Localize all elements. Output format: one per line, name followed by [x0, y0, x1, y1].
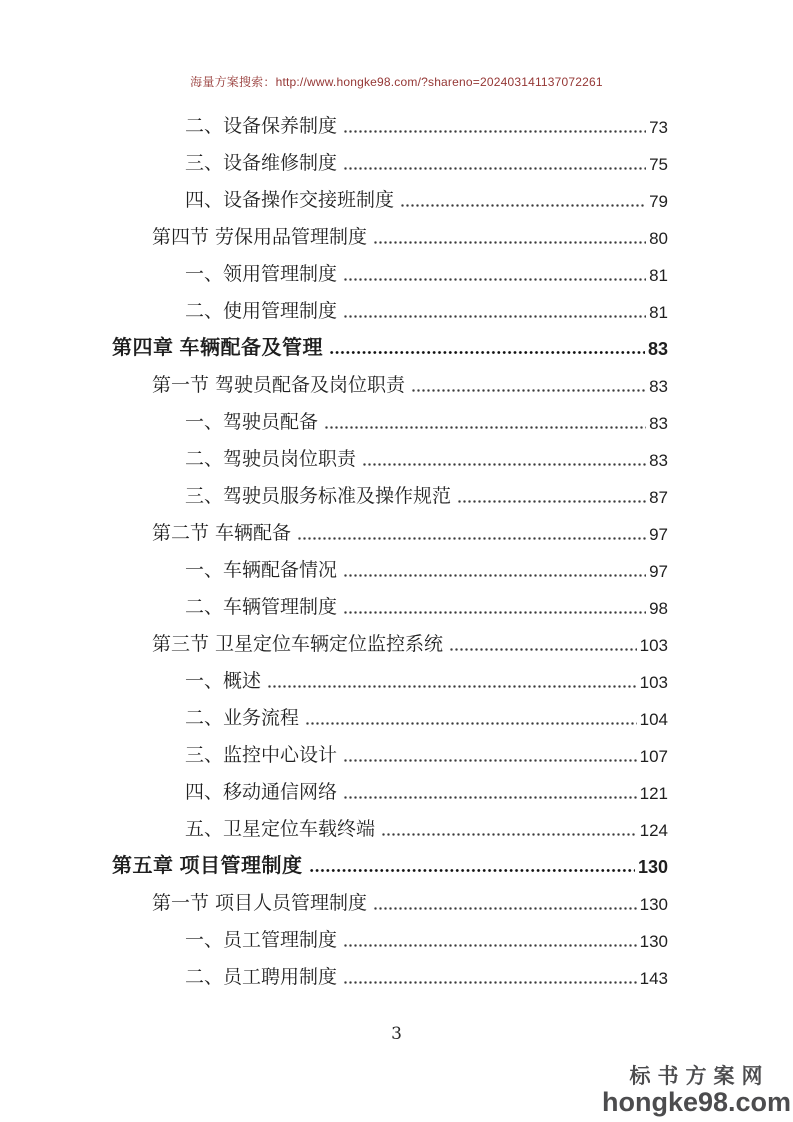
toc-entry[interactable]	[112, 106, 668, 143]
toc-entry-title: 第四节 劳保用品管理制度	[152, 226, 368, 249]
dot-leader	[343, 795, 637, 800]
dot-leader	[343, 166, 646, 171]
page-number: 3	[391, 1024, 402, 1044]
toc-entry[interactable]	[112, 476, 668, 513]
dot-leader	[362, 462, 646, 467]
dot-leader	[267, 684, 637, 689]
header-search-link[interactable]: 海量方案搜索：http://www.hongke98.com/?shareno=202403141137072261	[190, 75, 603, 89]
dot-leader	[343, 980, 637, 985]
toc-entry-title: 第五章 项目管理制度	[112, 855, 303, 877]
toc-entry[interactable]	[112, 513, 668, 550]
dot-leader	[343, 129, 646, 134]
logo-domain-text: hongke98.com	[602, 1087, 792, 1117]
toc-entry-page: 130	[639, 895, 668, 915]
toc-entry-title: 二、业务流程	[185, 707, 300, 730]
toc-entry-title: 二、驾驶员岗位职责	[185, 448, 357, 471]
toc-entry-page: 83	[649, 414, 668, 434]
toc-entry[interactable]	[112, 698, 668, 735]
toc-entry-title: 一、驾驶员配备	[185, 411, 319, 434]
toc-entry-page: 83	[649, 451, 668, 471]
toc-entry-page: 121	[639, 784, 668, 804]
toc-entry[interactable]	[112, 180, 668, 217]
dot-leader	[343, 573, 646, 578]
dot-leader	[381, 832, 637, 837]
dot-leader	[400, 203, 646, 208]
toc-entry-page: 130	[639, 932, 668, 952]
toc-entry-title: 二、员工聘用制度	[185, 966, 338, 989]
toc-entry[interactable]	[112, 217, 668, 254]
toc-entry[interactable]	[112, 883, 668, 920]
toc-entry-title: 第三节 卫星定位车辆定位监控系统	[152, 633, 444, 656]
toc-entry-title: 三、驾驶员服务标准及操作规范	[185, 485, 452, 508]
dot-leader	[329, 350, 645, 356]
toc-entry-page: 80	[649, 229, 668, 249]
toc-entry[interactable]	[112, 809, 668, 846]
toc-entry-page: 103	[639, 673, 668, 693]
toc-entry-page: 75	[649, 155, 668, 175]
dot-leader	[449, 647, 637, 652]
toc-entry-title: 一、概述	[185, 670, 262, 693]
toc-entry[interactable]	[112, 143, 668, 180]
toc-entry-page: 104	[639, 710, 668, 730]
toc-entry[interactable]	[112, 439, 668, 476]
toc-entry-title: 第二节 车辆配备	[152, 522, 292, 545]
toc-entry[interactable]	[112, 402, 668, 439]
toc-entry-title: 二、设备保养制度	[185, 115, 338, 138]
dot-leader	[457, 499, 646, 504]
toc-entry-title: 一、车辆配备情况	[185, 559, 338, 582]
toc-entry[interactable]	[112, 957, 668, 994]
toc-entry-title: 三、监控中心设计	[185, 744, 338, 767]
dot-leader	[305, 721, 637, 726]
toc-entry-title: 二、车辆管理制度	[185, 596, 338, 619]
toc-entry-title: 一、员工管理制度	[185, 929, 338, 952]
toc-entry[interactable]	[112, 587, 668, 624]
dot-leader	[297, 536, 646, 541]
dot-leader	[343, 943, 637, 948]
toc-entry-page: 81	[649, 266, 668, 286]
toc-entry-title: 三、设备维修制度	[185, 152, 338, 175]
toc-entry-title: 四、移动通信网络	[185, 781, 338, 804]
toc-entry[interactable]	[112, 254, 668, 291]
toc-entry-page: 83	[647, 339, 668, 360]
toc-entry-title: 四、设备操作交接班制度	[185, 189, 395, 212]
toc-entry-page: 97	[649, 562, 668, 582]
toc-entry-page: 124	[639, 821, 668, 841]
dot-leader	[324, 425, 646, 430]
dot-leader	[343, 758, 637, 763]
toc-entry-title: 第一节 驾驶员配备及岗位职责	[152, 374, 406, 397]
dot-leader	[373, 240, 646, 245]
dot-leader	[343, 610, 646, 615]
toc-entry[interactable]	[112, 365, 668, 402]
site-logo	[602, 1060, 790, 1118]
toc-entry[interactable]	[112, 920, 668, 957]
toc-entry[interactable]	[112, 772, 668, 809]
logo-chinese-text: 标书方案网	[629, 1065, 770, 1088]
toc-entry-page: 130	[637, 857, 668, 878]
toc-entry-page: 103	[639, 636, 668, 656]
toc-entry-title: 一、领用管理制度	[185, 263, 338, 286]
toc-entry[interactable]	[112, 846, 668, 883]
toc-entry-title: 第一节 项目人员管理制度	[152, 892, 368, 915]
toc-entry-title: 第四章 车辆配备及管理	[112, 337, 324, 359]
toc-entry-title: 五、卫星定位车载终端	[185, 818, 376, 841]
dot-leader	[343, 277, 646, 282]
toc-entry-page: 79	[649, 192, 668, 212]
toc-entry-page: 143	[639, 969, 668, 989]
toc-entry[interactable]	[112, 624, 668, 661]
toc-entry-page: 98	[649, 599, 668, 619]
toc-entry-page: 81	[649, 303, 668, 323]
toc-entry-page: 73	[649, 118, 668, 138]
toc-entry[interactable]	[112, 661, 668, 698]
toc-entry-page: 97	[649, 525, 668, 545]
dot-leader	[343, 314, 646, 319]
toc-entry-page: 83	[649, 377, 668, 397]
toc-entry-title: 二、使用管理制度	[185, 300, 338, 323]
toc-entry[interactable]	[112, 735, 668, 772]
toc-entry[interactable]	[112, 291, 668, 328]
dot-leader	[373, 906, 637, 911]
toc-entry-page: 87	[649, 488, 668, 508]
dot-leader	[309, 868, 635, 874]
toc-entry[interactable]	[112, 328, 668, 365]
dot-leader	[411, 388, 646, 393]
toc-entry-page: 107	[639, 747, 668, 767]
toc-entry[interactable]	[112, 550, 668, 587]
table-of-contents	[112, 106, 668, 994]
